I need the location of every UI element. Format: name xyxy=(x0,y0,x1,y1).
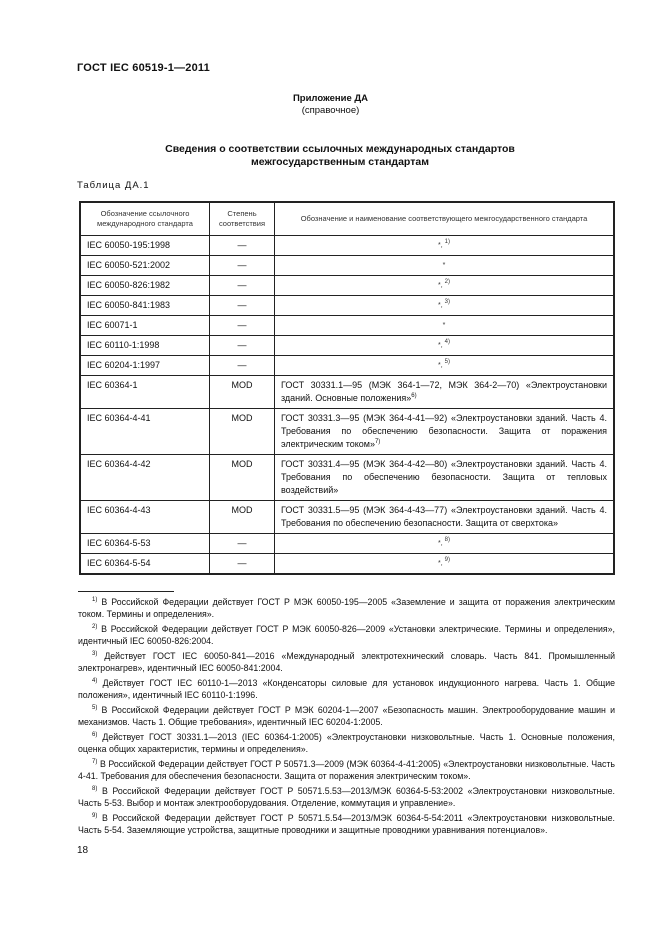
cell-standard: IEC 60364-4-41 xyxy=(80,409,210,455)
footnotes xyxy=(78,596,615,839)
cell-name-text: * xyxy=(438,362,441,369)
cell-degree: — xyxy=(210,276,275,296)
footnote-text: В Российской Федерации действует ГОСТ Р 50571.5.54—2013/МЭК 60364-5-54:2011 «Электроустановки низковольтные. Часть 5-54. Заземляющие устройства, защитные проводники и защитные проводники уравнивания потенциалов». xyxy=(78,813,615,835)
footnote-ref: 1) xyxy=(444,239,450,245)
table-row xyxy=(80,276,614,296)
footnote-text: Действует ГОСТ IEC 60050-841—2016 «Международный электротехнический словарь. Часть 841. Промышленный электронагрев», идентичный IEC 60050-841:2004. xyxy=(78,651,615,673)
table-label: Таблица ДА.1 xyxy=(77,180,150,191)
cell-name-text: * xyxy=(442,322,446,329)
cell-name-text: * xyxy=(438,540,441,547)
cell-standard: IEC 60050-195:1998 xyxy=(80,236,210,256)
footnote-mark: 6) xyxy=(92,732,98,738)
footnote xyxy=(78,731,615,755)
footnote-mark: 1) xyxy=(92,597,98,603)
cell-standard: IEC 60364-4-43 xyxy=(80,501,210,534)
footnote-mark: 8) xyxy=(92,786,98,792)
footnote-mark: 5) xyxy=(92,705,98,711)
cell-name: *, $^{2)}$ xyxy=(275,276,615,296)
footnote xyxy=(78,650,615,674)
annex-title: Приложение ДА xyxy=(292,93,369,104)
cell-degree: — xyxy=(210,534,275,554)
cell-degree: — xyxy=(210,236,275,256)
page-number: 18 xyxy=(77,845,89,856)
cell-name-text: ГОСТ 30331.3—95 (МЭК 364-4-41—92) «Электроустановки зданий. Часть 4. Требования по обеспечению безопасности. Защита от поражения электрическим током» xyxy=(281,413,607,449)
cell-name: *, $^{3)}$ xyxy=(275,296,615,316)
table-row xyxy=(80,455,614,501)
footnote xyxy=(78,677,615,701)
cell-degree: — xyxy=(210,356,275,376)
table-header-row xyxy=(80,202,614,236)
column-header-degree: Степень соответствия xyxy=(210,202,275,236)
cell-name xyxy=(275,409,615,455)
footnote xyxy=(78,812,615,836)
cell-name-text: * xyxy=(438,282,441,289)
footnote xyxy=(78,758,615,782)
footnote-mark: 2) xyxy=(92,624,98,630)
cell-degree: MOD xyxy=(210,501,275,534)
cell-name-text: * xyxy=(438,342,441,349)
table-row xyxy=(80,236,614,256)
table-row xyxy=(80,316,614,336)
cell-standard: IEC 60050-521:2002 xyxy=(80,256,210,276)
footnote-ref: 8) xyxy=(444,537,450,543)
cell-name-text: * xyxy=(438,242,441,249)
cell-name-text: * xyxy=(438,560,441,567)
table-row xyxy=(80,501,614,534)
cell-degree: — xyxy=(210,256,275,276)
footnote-ref: 2) xyxy=(444,279,450,285)
page-header-standard: ГОСТ IEC 60519-1—2011 xyxy=(77,62,210,74)
cell-name-text: * xyxy=(438,302,441,309)
cell-standard: IEC 60110-1:1998 xyxy=(80,336,210,356)
cell-standard: IEC 60364-5-53 xyxy=(80,534,210,554)
column-header-standard: Обозначение ссылочного международного стандарта xyxy=(80,202,210,236)
cell-name-text: ГОСТ 30331.5—95 (МЭК 364-4-43—77) «Электроустановки зданий. Часть 4. Требования по обеспечению безопасности. Защита от сверхтока» xyxy=(281,505,607,528)
table-body xyxy=(80,236,614,575)
footnote-text: В Российской Федерации действует ГОСТ Р МЭК 60050-195—2005 «Заземление и защита от поражения электрическим током. Термины и определения». xyxy=(78,597,615,619)
cell-standard: IEC 60050-826:1982 xyxy=(80,276,210,296)
footnote-mark: 3) xyxy=(92,651,98,657)
footnote-ref: 9) xyxy=(444,557,450,563)
table-row xyxy=(80,409,614,455)
footnote-separator xyxy=(78,591,174,592)
footnote-mark: 9) xyxy=(92,813,98,819)
footnote xyxy=(78,623,615,647)
cell-degree: — xyxy=(210,336,275,356)
cell-degree: — xyxy=(210,316,275,336)
cell-name xyxy=(275,256,615,276)
footnote-ref: 3) xyxy=(444,299,450,305)
footnote-text: Действует ГОСТ 30331.1—2013 (IEC 60364-1:2005) «Электроустановки низковольтные. Часть 1. Основные положения, оценка общих характеристик, термины и определения». xyxy=(78,732,615,754)
table-row xyxy=(80,256,614,276)
cell-name: *, $^{8)}$ xyxy=(275,534,615,554)
cell-degree: MOD xyxy=(210,409,275,455)
cell-name xyxy=(275,376,615,409)
footnote-text: Действует ГОСТ IEC 60110-1—2013 «Конденсаторы силовые для установок индукционного нагрева. Часть 1. Общие положения», идентичный IEC 60110-1:1996. xyxy=(78,678,615,700)
footnote-text: В Российской Федерации действует ГОСТ Р МЭК 60204-1—2007 «Безопасность машин. Электрооборудование машин и механизмов. Часть 1. Общие требования», идентичный IEC 60204-1:2005. xyxy=(78,705,615,727)
section-heading xyxy=(90,143,590,169)
column-header-name: Обозначение и наименование соответствующего межгосударственного стандарта xyxy=(275,202,615,236)
cell-standard: IEC 60050-841:1983 xyxy=(80,296,210,316)
cell-standard: IEC 60364-1 xyxy=(80,376,210,409)
cell-name xyxy=(275,501,615,534)
section-heading-line1: Сведения о соответствии ссылочных международных стандартов xyxy=(165,143,515,155)
cell-degree: MOD xyxy=(210,376,275,409)
cell-degree: — xyxy=(210,296,275,316)
footnote xyxy=(78,785,615,809)
annex-block xyxy=(0,93,661,117)
table-row xyxy=(80,376,614,409)
footnote-text: В Российской Федерации действует ГОСТ Р 50571.3—2009 (МЭК 60364-4-41:2005) «Электроустановки низковольтные. Часть 4-41. Требования для обеспечения безопасности. Защита от поражения электрическим током». xyxy=(78,759,615,781)
footnote-ref: 7) xyxy=(374,439,381,445)
cell-standard: IEC 60364-5-54 xyxy=(80,554,210,575)
cell-name: *, $^{1)}$ xyxy=(275,236,615,256)
footnote-text: В Российской Федерации действует ГОСТ Р МЭК 60050-826—2009 «Установки электрические. Термины и определения», идентичный IEC 60050-826:2004. xyxy=(78,624,615,646)
cell-standard: IEC 60071-1 xyxy=(80,316,210,336)
cell-degree: — xyxy=(210,554,275,575)
table-row xyxy=(80,336,614,356)
cell-name-text: ГОСТ 30331.1—95 (МЭК 364-1—72, МЭК 364-2—70) «Электроустановки зданий. Основные положения» xyxy=(281,380,607,403)
section-heading-line2: межгосударственным стандартам xyxy=(251,156,429,168)
cell-name-text: * xyxy=(442,262,446,269)
table-row xyxy=(80,356,614,376)
footnote-ref: 4) xyxy=(444,339,450,345)
cell-name: *, $^{5)}$ xyxy=(275,356,615,376)
cell-standard: IEC 60204-1:1997 xyxy=(80,356,210,376)
footnote-ref: 6) xyxy=(411,393,417,399)
cell-name: *, $^{9)}$ xyxy=(275,554,615,575)
cell-name xyxy=(275,455,615,501)
footnote xyxy=(78,596,615,620)
footnote-ref: 5) xyxy=(444,359,450,365)
footnote xyxy=(78,704,615,728)
table-row xyxy=(80,534,614,554)
footnote-mark: 7) xyxy=(92,759,98,765)
footnote-text: В Российской Федерации действует ГОСТ Р 50571.5.53—2013/МЭК 60364-5-53:2002 «Электроустановки низковольтные. Часть 5-53. Выбор и монтаж электрооборудования. Отделение, коммутация и управление». xyxy=(78,786,616,808)
footnote-mark: 4) xyxy=(92,678,98,684)
table-row xyxy=(80,554,614,575)
cell-name-text: ГОСТ 30331.4—95 (МЭК 364-4-42—80) «Электроустановки зданий. Часть 4. Требования по обеспечению безопасности. Защита от тепловых воздействий» xyxy=(281,459,607,495)
annex-subtitle: (справочное) xyxy=(301,105,360,116)
cell-name xyxy=(275,316,615,336)
cell-standard: IEC 60364-4-42 xyxy=(80,455,210,501)
cell-name: *, $^{4)}$ xyxy=(275,336,615,356)
correspondence-table xyxy=(79,201,615,575)
table-row xyxy=(80,296,614,316)
cell-degree: MOD xyxy=(210,455,275,501)
